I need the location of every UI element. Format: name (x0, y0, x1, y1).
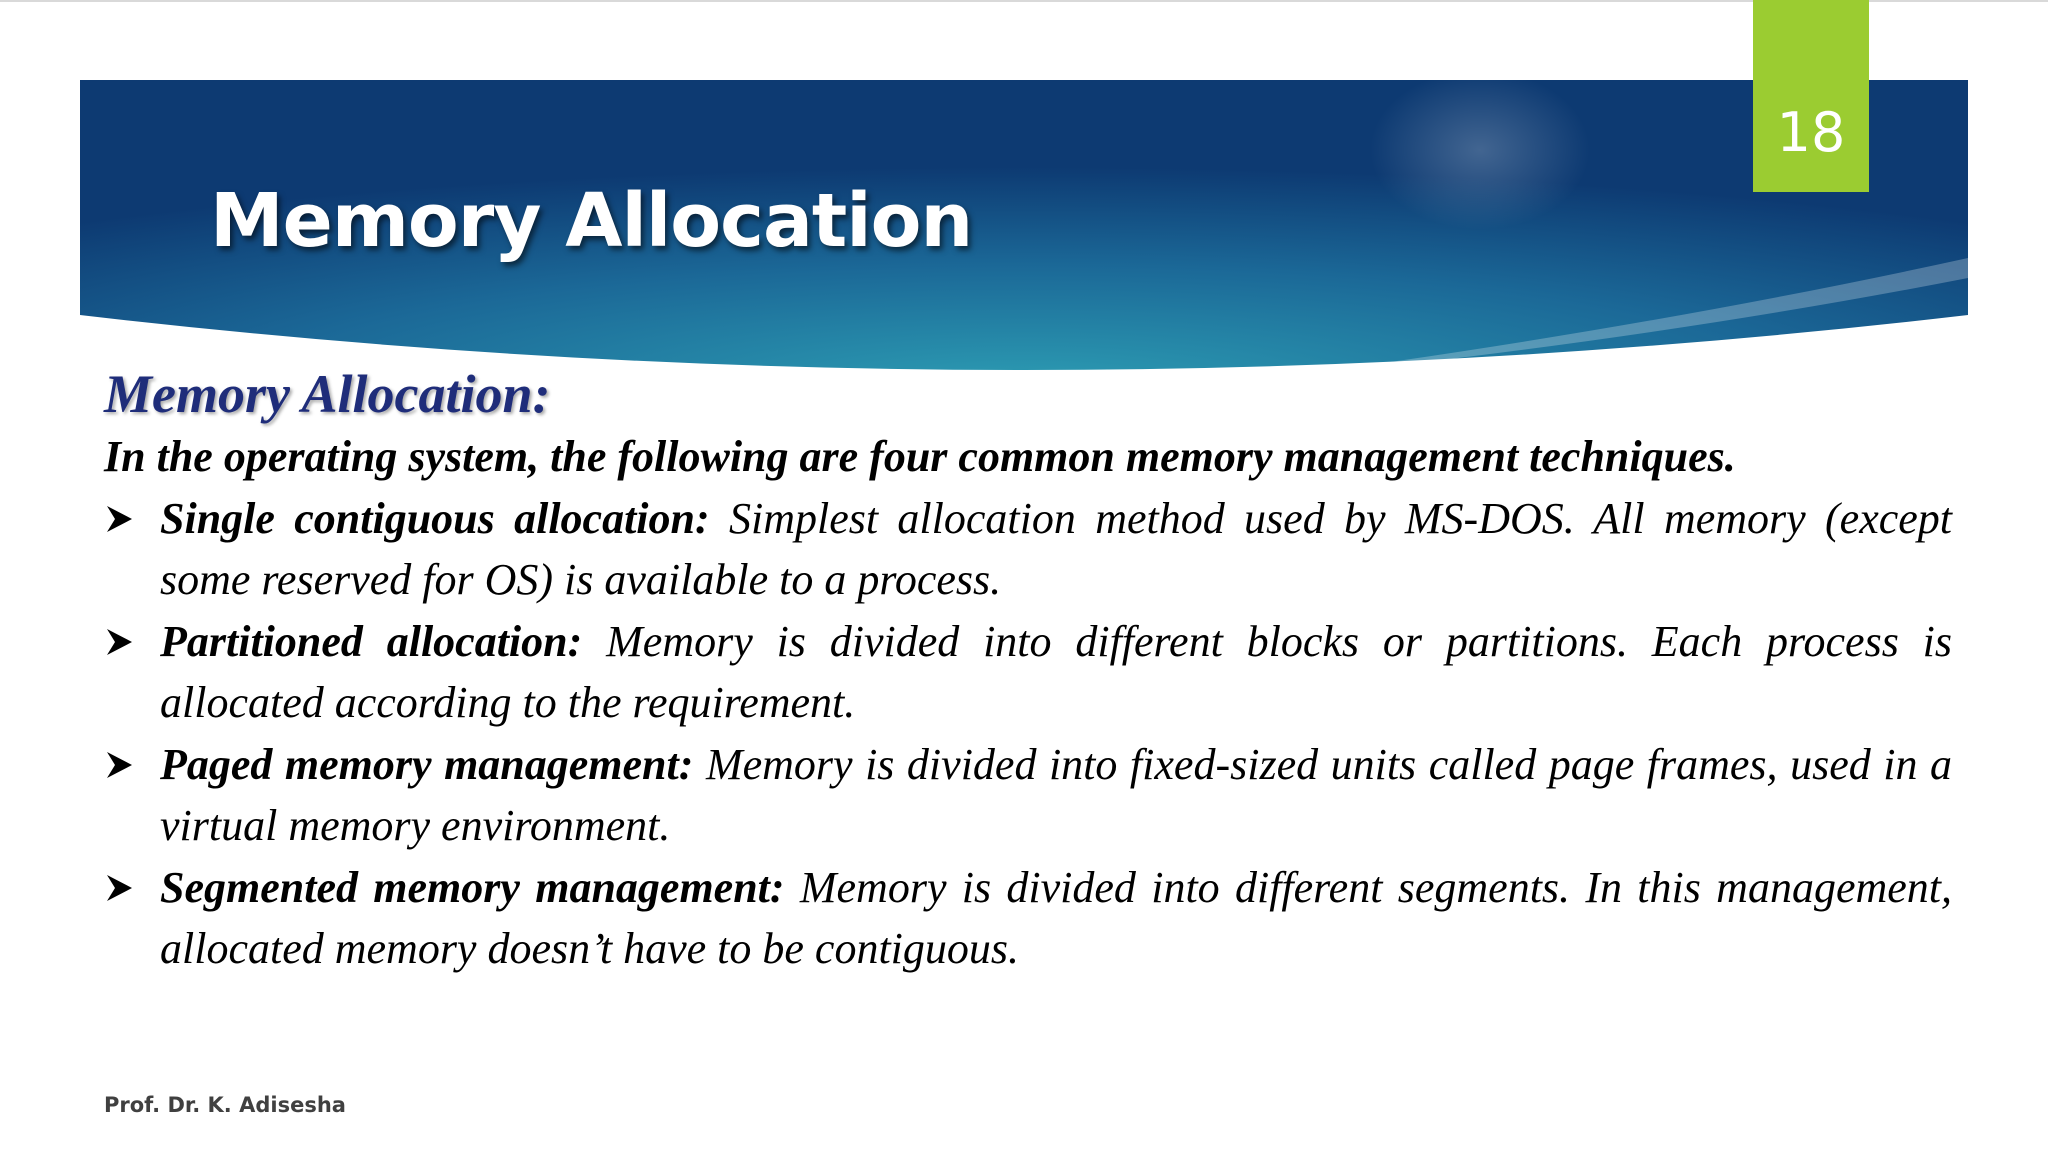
technique-list (104, 488, 1952, 979)
list-item (104, 488, 1952, 610)
footer-author: Prof. Dr. K. Adisesha (104, 1093, 346, 1117)
slide-content (104, 362, 1952, 979)
bullet-term: Single contiguous allocation: (160, 494, 710, 543)
bullet-text: Memory is divided into fixed-sized units called page frames, used in a virtual memory environment. (160, 740, 1952, 850)
arrow-bullet-icon (104, 873, 134, 903)
list-item (104, 611, 1952, 733)
list-item (104, 734, 1952, 856)
arrow-bullet-icon (104, 627, 134, 657)
bullet-term: Paged memory management: (160, 740, 694, 789)
bullet-term: Partitioned allocation: (160, 617, 583, 666)
arrow-bullet-icon (104, 750, 134, 780)
intro-paragraph: In the operating system, the following are four common memory management techniques. (104, 432, 1736, 481)
slide-title: Memory Allocation (210, 178, 973, 264)
bullet-text: Memory is divided into different blocks or partitions. Each process is allocated according to the requirement. (160, 617, 1953, 727)
arrow-bullet-icon (104, 504, 134, 534)
top-divider (0, 0, 2048, 2)
section-heading: Memory Allocation: (104, 364, 551, 424)
bullet-text: Simplest allocation method used by MS-DOS. All memory (except some reserved for OS) is available to a process. (160, 494, 1953, 604)
slide-number: 18 (1753, 0, 1869, 192)
bullet-term: Segmented memory management: (160, 863, 785, 912)
bullet-text: Memory is divided into different segments. In this management, allocated memory doesn’t have to be contiguous. (160, 863, 1953, 973)
list-item (104, 857, 1952, 979)
